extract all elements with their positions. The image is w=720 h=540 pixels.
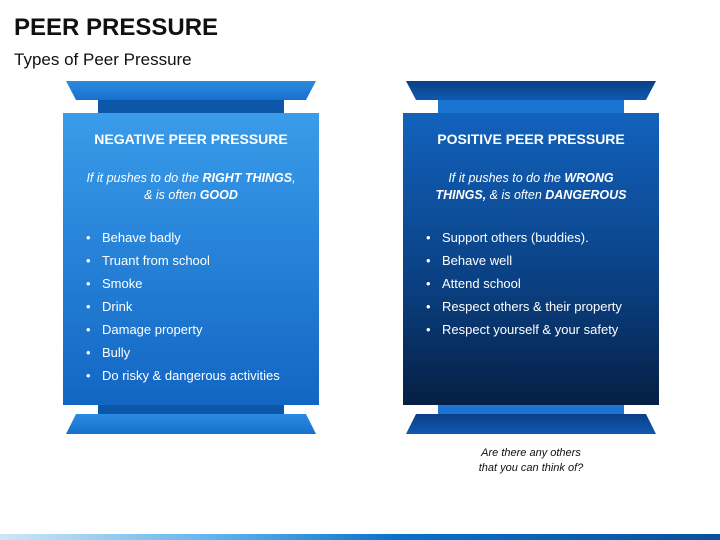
note-emphasis: GOOD [199,188,238,202]
negative-pressure-card [60,78,322,438]
note-text: If it pushes to do the [448,171,565,185]
closing-line: that you can think of? [478,462,584,474]
list-item-text: Support others (buddies). [442,230,589,245]
bullet-icon: • [86,230,91,245]
list-item-text: Smoke [102,276,143,291]
note-text: & is often [486,188,546,202]
list-item [426,295,662,318]
note-emphasis: DANGEROUS [545,188,627,202]
bullet-icon: • [86,322,91,337]
bullet-icon: • [86,253,91,268]
closing-line: Are there any others [481,447,581,459]
bullet-icon: • [426,276,431,291]
list-item-text: Damage property [102,322,203,337]
bullet-icon: • [426,322,431,337]
list-item-text: Bully [102,345,131,360]
list-item [86,249,322,272]
list-item-text: Do risky & dangerous activities [102,368,280,383]
bullet-icon: • [86,299,91,314]
list-item [426,272,662,295]
note-text: If it pushes to do the [86,171,203,185]
closing-question [400,446,662,476]
list-item-text: Attend school [442,276,521,291]
card-heading: NEGATIVE PEER PRESSURE [94,131,288,147]
card-list [400,226,662,341]
page-title: PEER PRESSURE [14,14,219,41]
list-item-text: Behave well [442,253,513,268]
note-text: & is often [144,188,200,202]
list-item [426,226,662,249]
bullet-icon: • [86,276,91,291]
bullet-icon: • [426,253,431,268]
page-subtitle: Types of Peer Pressure [14,50,192,69]
list-item-text: Respect yourself & your safety [442,322,619,337]
footer-accent-bar [0,534,720,540]
note-text: , [292,171,296,185]
list-item-text: Truant from school [102,253,210,268]
bullet-icon: • [426,230,431,245]
bullet-icon: • [86,368,91,383]
list-item [86,295,322,318]
card-note [400,170,662,204]
card-content [400,124,662,341]
card-content [60,124,322,387]
list-item-text: Behave badly [102,230,181,245]
list-item-text: Respect others & their property [442,299,622,314]
bullet-icon: • [426,299,431,314]
note-emphasis: THINGS, [435,188,487,202]
list-item [426,249,662,272]
note-emphasis: RIGHT THINGS [202,171,293,185]
card-note [60,170,322,204]
list-item [86,364,322,387]
list-item-text: Drink [102,299,133,314]
bullet-icon: • [86,345,91,360]
list-item [86,272,322,295]
positive-pressure-card [400,78,662,438]
list-item [86,318,322,341]
list-item [426,318,662,341]
card-list [60,226,322,387]
list-item [86,226,322,249]
card-heading: POSITIVE PEER PRESSURE [437,131,625,147]
note-emphasis: WRONG [564,171,614,185]
list-item [86,341,322,364]
